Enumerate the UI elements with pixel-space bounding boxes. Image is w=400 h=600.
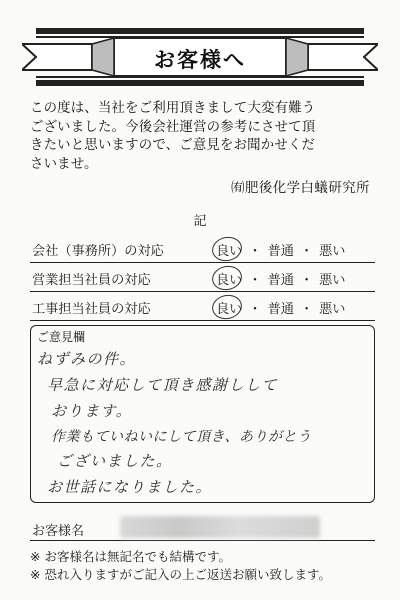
- title-banner: [22, 22, 378, 92]
- footnote: ※ お客様名は無記名でも結構です。: [30, 549, 231, 564]
- rating-question: 工事担当社員の対応: [32, 302, 151, 317]
- company-name: ㈲肥後化学白蟻研究所: [231, 181, 370, 196]
- ki-heading: 記: [193, 214, 207, 229]
- rating-row-sales: [30, 263, 375, 292]
- separator: ・: [248, 244, 262, 259]
- rating-question: 会社（事務所）の対応: [32, 244, 164, 259]
- separator: ・: [299, 302, 314, 317]
- handwritten-line: おります。: [51, 402, 133, 420]
- rating-question: 営業担当社員の対応: [32, 273, 151, 288]
- intro-line: この度は、当社をご利用頂きまして大変有難う: [30, 101, 316, 116]
- rating-row-construction: [30, 292, 375, 321]
- banner-title: お客様へ: [154, 48, 246, 72]
- opinion-label: ご意見欄: [37, 330, 86, 344]
- rating-options: [216, 240, 346, 259]
- handwritten-line: ございました。: [57, 452, 173, 470]
- opinion-box[interactable]: [30, 325, 375, 503]
- option-bad[interactable]: 悪い: [319, 302, 346, 317]
- intro-line: きたいと思いますので、ご意見をお聞かせくだ: [30, 138, 316, 153]
- option-normal[interactable]: 普通: [267, 244, 294, 259]
- intro-line: ございました。今後会社運営の参考にさせて頂: [30, 119, 316, 135]
- rating-row-company: [30, 234, 375, 263]
- option-bad[interactable]: 悪い: [319, 244, 346, 259]
- selected-circle-mark: [210, 263, 244, 293]
- selected-circle-mark: [210, 292, 244, 322]
- separator: ・: [299, 273, 314, 288]
- handwritten-line: 作業もていねいにして頂き、ありがとう: [51, 429, 312, 445]
- selected-circle-mark: [210, 234, 244, 264]
- option-good[interactable]: 良い: [216, 240, 242, 259]
- customer-name-row: [30, 512, 375, 541]
- ratings-table: [30, 234, 375, 321]
- option-bad[interactable]: 悪い: [319, 273, 346, 288]
- handwritten-line: ねずみの件。: [37, 350, 137, 368]
- footnote: ※ 恐れ入りますがご記入の上ご返送お願い致します。: [30, 567, 331, 582]
- customer-name-redacted: [120, 516, 320, 538]
- customer-name-label: お客様名: [32, 524, 85, 539]
- intro-text: [30, 100, 375, 174]
- handwritten-line: 早急に対応して頂き感謝しして: [47, 376, 279, 394]
- option-normal[interactable]: 普通: [267, 302, 294, 317]
- separator: ・: [299, 244, 314, 259]
- separator: ・: [248, 302, 262, 317]
- rating-options: [216, 269, 346, 288]
- option-normal[interactable]: 普通: [267, 273, 294, 288]
- option-good[interactable]: 良い: [216, 269, 242, 288]
- option-good[interactable]: 良い: [216, 298, 242, 317]
- separator: ・: [248, 273, 262, 288]
- handwritten-line: お世話になりました。: [47, 478, 213, 496]
- intro-line: さいませ。: [30, 156, 98, 172]
- rating-options: [216, 298, 346, 317]
- footnotes: [30, 548, 331, 584]
